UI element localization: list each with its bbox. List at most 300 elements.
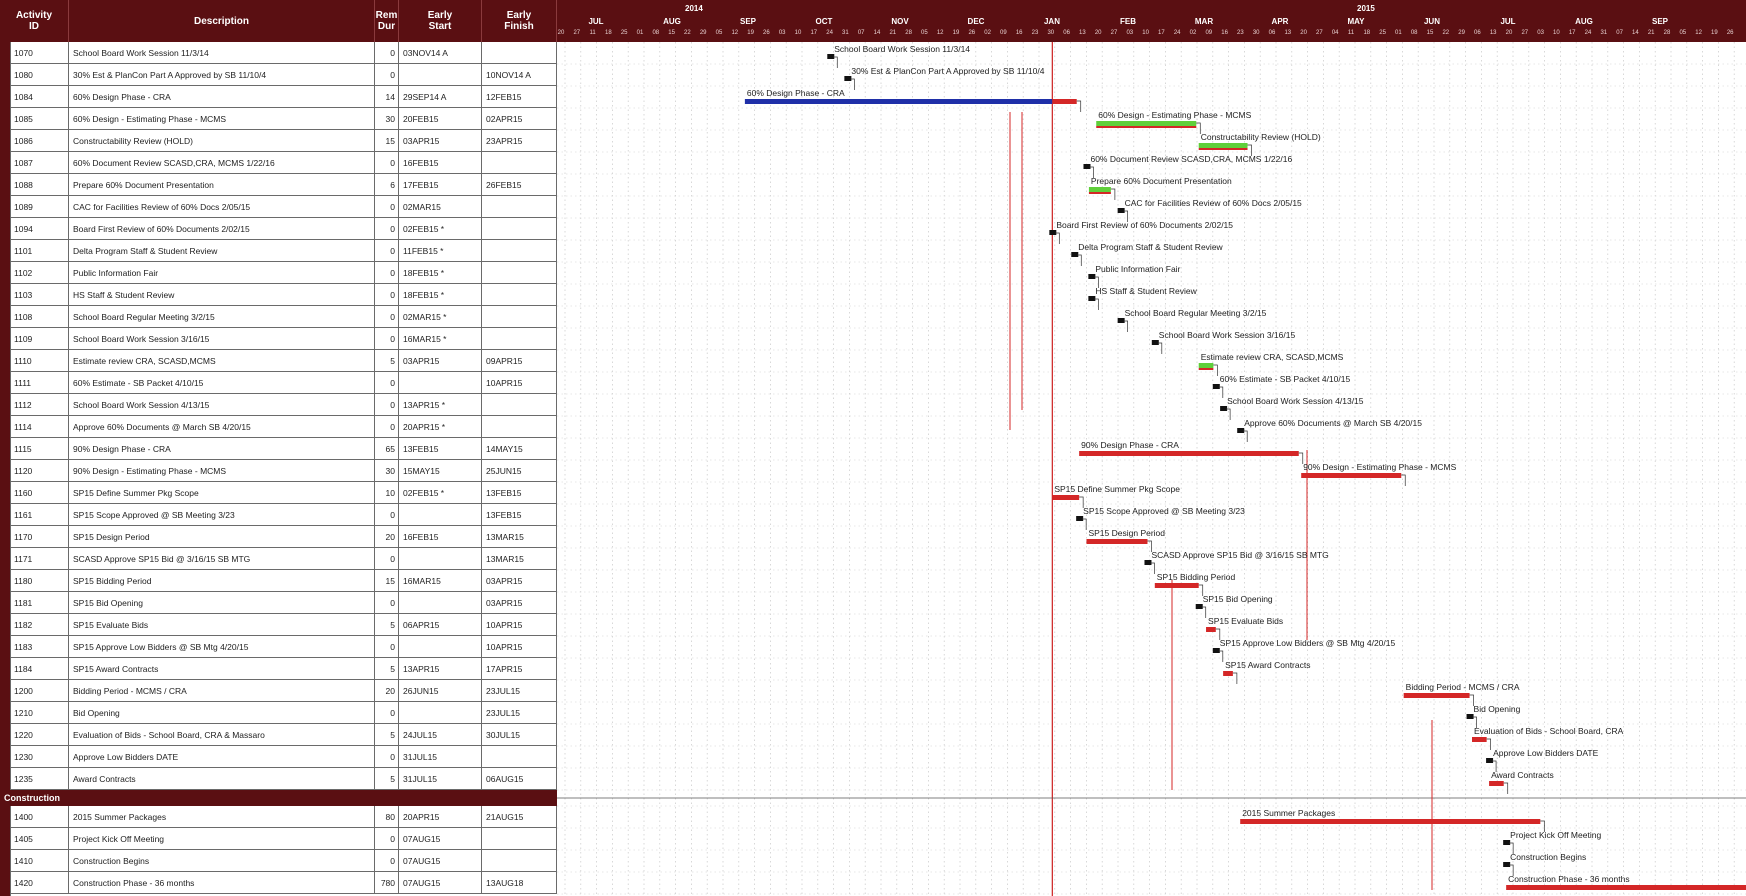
activity-bar[interactable]: [1472, 737, 1487, 742]
milestone-marker[interactable]: [1503, 840, 1510, 845]
milestone-marker[interactable]: [1213, 648, 1220, 653]
description-cell: SP15 Scope Approved @ SB Meeting 3/23: [69, 504, 375, 526]
description-cell: CAC for Facilities Review of 60% Docs 2/05/15: [69, 196, 375, 218]
week-label: 19: [747, 30, 754, 36]
early-start-cell: 13FEB15: [399, 438, 482, 460]
bar-label: SP15 Bidding Period: [1156, 572, 1236, 582]
dependency-line: [1299, 453, 1303, 464]
week-label: 13: [1489, 30, 1497, 36]
week-label: 25: [1379, 30, 1386, 36]
activity-id-cell: 1183: [10, 636, 69, 658]
actual-bar[interactable]: [745, 99, 1052, 104]
early-start-cell: 20APR15: [399, 806, 482, 828]
description-cell: SP15 Design Period: [69, 526, 375, 548]
early-finish-cell: [482, 850, 557, 872]
bar-label: School Board Work Session 3/16/15: [1158, 330, 1296, 340]
week-label: 05: [715, 30, 723, 36]
rem-dur-cell: 0: [375, 746, 399, 768]
baseline-bar: [1089, 192, 1111, 194]
rem-dur-cell: 20: [375, 680, 399, 702]
milestone-marker[interactable]: [1196, 604, 1203, 609]
milestone-marker[interactable]: [1083, 164, 1090, 169]
rem-dur-cell: 0: [375, 328, 399, 350]
description-cell: Bid Opening: [69, 702, 375, 724]
activity-id-cell: 1108: [10, 306, 69, 328]
early-finish-cell: [482, 306, 557, 328]
week-label: 08: [652, 30, 660, 36]
milestone-marker[interactable]: [1118, 318, 1125, 323]
week-label: 31: [842, 30, 849, 36]
description-cell: SP15 Define Summer Pkg Scope: [69, 482, 375, 504]
week-label: 20: [557, 30, 565, 36]
bar-label: Constructability Review (HOLD): [1200, 132, 1321, 142]
month-label: JUL: [588, 17, 604, 26]
bar-label: School Board Work Session 4/13/15: [1227, 396, 1364, 406]
bar-label: SP15 Scope Approved @ SB Meeting 3/23: [1083, 506, 1245, 516]
early-finish-cell: [482, 42, 557, 64]
dependency-line: [1401, 475, 1405, 486]
week-label: 20: [1094, 30, 1102, 36]
dependency-line: [1504, 783, 1508, 794]
description-cell: 60% Estimate - SB Packet 4/10/15: [69, 372, 375, 394]
early-finish-cell: 30JUL15: [482, 724, 557, 746]
activity-id-cell: 1089: [10, 196, 69, 218]
week-label: 14: [1632, 30, 1639, 36]
rem-dur-cell: 30: [375, 460, 399, 482]
month-label: JAN: [1043, 17, 1060, 26]
description-cell: Constructability Review (HOLD): [69, 130, 375, 152]
rem-dur-cell: 15: [375, 570, 399, 592]
timeline-header: [557, 0, 1746, 42]
activity-id-cell: 1111: [10, 372, 69, 394]
week-label: 02: [984, 30, 991, 36]
week-label: 17: [1568, 30, 1576, 36]
description-cell: Public Information Fair: [69, 262, 375, 284]
milestone-marker[interactable]: [1088, 274, 1095, 279]
activity-bar[interactable]: [1096, 121, 1196, 126]
description-cell: Construction Phase - 36 months: [69, 872, 375, 894]
bar-label: SP15 Approve Low Bidders @ SB Mtg 4/20/15: [1219, 638, 1396, 648]
activity-bar[interactable]: [1206, 627, 1216, 632]
week-label: 24: [826, 30, 833, 36]
bar-label: Delta Program Staff & Student Review: [1078, 242, 1223, 252]
early-start-cell: 03APR15: [399, 130, 482, 152]
early-finish-cell: 17APR15: [482, 658, 557, 680]
early-start-cell: 18FEB15 *: [399, 284, 482, 306]
month-label: AUG: [1575, 17, 1593, 26]
month-label: NOV: [891, 17, 909, 26]
milestone-marker[interactable]: [1237, 428, 1244, 433]
milestone-marker[interactable]: [1118, 208, 1125, 213]
early-start-cell: [399, 592, 482, 614]
activity-id-cell: 1085: [10, 108, 69, 130]
early-start-cell: [399, 504, 482, 526]
milestone-marker[interactable]: [1076, 516, 1083, 521]
milestone-marker[interactable]: [1467, 714, 1474, 719]
activity-id-cell: 1115: [10, 438, 69, 460]
week-label: 15: [1426, 30, 1434, 36]
early-finish-cell: 03APR15: [482, 592, 557, 614]
dependency-line: [1233, 673, 1237, 684]
week-label: 10: [794, 30, 802, 36]
activity-id-cell: 1235: [10, 768, 69, 790]
week-label: 19: [1711, 30, 1718, 36]
activity-id-cell: 1114: [10, 416, 69, 438]
early-start-cell: 07AUG15: [399, 850, 482, 872]
rem-dur-cell: 780: [375, 872, 399, 894]
column-header-rem-dur[interactable]: Rem Dur: [375, 0, 399, 42]
activity-bar[interactable]: [1155, 583, 1199, 588]
rem-dur-cell: 0: [375, 394, 399, 416]
week-label: 09: [1205, 30, 1213, 36]
year-label: 2014: [685, 4, 703, 13]
early-start-cell: 16FEB15: [399, 152, 482, 174]
dependency-line: [1213, 365, 1217, 376]
activity-id-cell: 1120: [10, 460, 69, 482]
rem-dur-cell: 0: [375, 240, 399, 262]
description-cell: Approve 60% Documents @ March SB 4/20/15: [69, 416, 375, 438]
week-label: 31: [1600, 30, 1608, 36]
week-label: 24: [1584, 30, 1592, 36]
activity-id-cell: 1184: [10, 658, 69, 680]
early-finish-cell: [482, 394, 557, 416]
early-finish-cell: 10APR15: [482, 614, 557, 636]
activity-id-cell: 1161: [10, 504, 69, 526]
description-cell: Evaluation of Bids - School Board, CRA & Massaro: [69, 724, 375, 746]
week-label: 27: [1110, 30, 1118, 36]
rem-dur-cell: 0: [375, 152, 399, 174]
description-cell: Prepare 60% Document Presentation: [69, 174, 375, 196]
bar-label: 2015 Summer Packages: [1242, 808, 1336, 818]
week-label: 06: [1474, 30, 1481, 36]
early-finish-cell: [482, 262, 557, 284]
description-cell: SCASD Approve SP15 Bid @ 3/16/15 SB MTG: [69, 548, 375, 570]
rem-dur-cell: 65: [375, 438, 399, 460]
description-cell: 90% Design Phase - CRA: [69, 438, 375, 460]
bar-label: Approve 60% Documents @ March SB 4/20/15: [1244, 418, 1422, 428]
activity-bar[interactable]: [1086, 539, 1147, 544]
early-start-cell: 11FEB15 *: [399, 240, 482, 262]
description-cell: Approve Low Bidders DATE: [69, 746, 375, 768]
early-finish-cell: [482, 328, 557, 350]
week-label: 01: [1395, 30, 1402, 36]
week-label: 11: [589, 30, 596, 36]
bar-label: Project Kick Off Meeting: [1510, 830, 1602, 840]
early-start-cell: 31JUL15: [399, 768, 482, 790]
milestone-marker[interactable]: [1144, 560, 1151, 565]
description-cell: Board First Review of 60% Documents 2/02/15: [69, 218, 375, 240]
early-start-cell: 16MAR15: [399, 570, 482, 592]
activity-id-cell: 1160: [10, 482, 69, 504]
week-label: 10: [1142, 30, 1149, 36]
early-finish-cell: 23APR15: [482, 130, 557, 152]
month-label: SEP: [739, 17, 756, 26]
dependency-line: [1487, 739, 1491, 750]
milestone-marker[interactable]: [1152, 340, 1159, 345]
activity-id-cell: 1220: [10, 724, 69, 746]
bar-label: 60% Document Review SCASD,CRA, MCMS 1/22/16: [1090, 154, 1293, 164]
bar-label: Public Information Fair: [1095, 264, 1181, 274]
activity-id-cell: 1109: [10, 328, 69, 350]
activity-bar[interactable]: [1240, 819, 1540, 824]
month-label: MAR: [1194, 17, 1214, 26]
activity-id-cell: 1088: [10, 174, 69, 196]
early-finish-cell: [482, 196, 557, 218]
early-start-cell: 16FEB15: [399, 526, 482, 548]
milestone-marker[interactable]: [1486, 758, 1493, 763]
rem-dur-cell: 0: [375, 504, 399, 526]
dependency-line: [1111, 189, 1115, 200]
activity-id-cell: 1171: [10, 548, 69, 570]
early-finish-cell: [482, 746, 557, 768]
month-label: SEP: [1651, 17, 1668, 26]
activity-bar[interactable]: [1223, 671, 1233, 676]
early-finish-cell: [482, 828, 557, 850]
week-label: 30: [1252, 30, 1260, 36]
week-label: 13: [1079, 30, 1086, 36]
rem-dur-cell: 0: [375, 828, 399, 850]
rem-dur-cell: 0: [375, 42, 399, 64]
week-label: 03: [778, 30, 786, 36]
early-finish-cell: 12FEB15: [482, 86, 557, 108]
early-start-cell: 07AUG15: [399, 828, 482, 850]
year-label: 2015: [1357, 4, 1375, 13]
baseline-bar: [1199, 148, 1248, 150]
week-label: 06: [1063, 30, 1070, 36]
early-finish-cell: 13AUG18: [482, 872, 557, 894]
description-cell: 2015 Summer Packages: [69, 806, 375, 828]
description-cell: SP15 Evaluate Bids: [69, 614, 375, 636]
column-header-early-start[interactable]: Early Start: [399, 0, 482, 42]
early-finish-cell: 14MAY15: [482, 438, 557, 460]
activity-bar[interactable]: [1089, 187, 1111, 192]
early-finish-cell: [482, 284, 557, 306]
rem-dur-cell: 20: [375, 526, 399, 548]
remaining-bar[interactable]: [1052, 99, 1076, 104]
dependency-line: [1077, 101, 1081, 112]
early-finish-cell: 23JUL15: [482, 680, 557, 702]
description-cell: Project Kick Off Meeting: [69, 828, 375, 850]
description-cell: 30% Est & PlanCon Part A Approved by SB 11/10/4: [69, 64, 375, 86]
activity-bar[interactable]: [1079, 451, 1299, 456]
week-label: 29: [1458, 30, 1465, 36]
activity-id-cell: 1410: [10, 850, 69, 872]
rem-dur-cell: 0: [375, 548, 399, 570]
activity-id-cell: 1180: [10, 570, 69, 592]
bar-label: Board First Review of 60% Documents 2/02/15: [1056, 220, 1234, 230]
column-header-activity-id[interactable]: Activity ID: [0, 0, 69, 42]
week-label: 17: [1158, 30, 1165, 36]
bar-label: SP15 Award Contracts: [1225, 660, 1311, 670]
early-start-cell: 06APR15: [399, 614, 482, 636]
milestone-marker[interactable]: [1049, 230, 1056, 235]
early-finish-cell: 25JUN15: [482, 460, 557, 482]
early-start-cell: 29SEP14 A: [399, 86, 482, 108]
bar-label: 60% Design Phase - CRA: [746, 88, 845, 98]
early-finish-cell: 13MAR15: [482, 548, 557, 570]
activity-id-cell: 1101: [10, 240, 69, 262]
early-start-cell: 03APR15: [399, 350, 482, 372]
week-label: 27: [573, 30, 581, 36]
bar-label: School Board Regular Meeting 3/2/15: [1124, 308, 1267, 318]
month-label: OCT: [815, 17, 833, 26]
activity-id-cell: 1170: [10, 526, 69, 548]
gantt-svg: [557, 42, 1746, 896]
activity-bar[interactable]: [1506, 885, 1746, 890]
milestone-marker[interactable]: [1220, 406, 1227, 411]
early-start-cell: [399, 702, 482, 724]
week-label: 19: [952, 30, 960, 36]
activity-bar[interactable]: [1199, 143, 1248, 148]
bar-label: 90% Design Phase - CRA: [1081, 440, 1179, 450]
week-label: 27: [1521, 30, 1529, 36]
early-finish-cell: 10APR15: [482, 372, 557, 394]
week-label: 10: [1553, 30, 1560, 36]
milestone-marker[interactable]: [1213, 384, 1220, 389]
early-start-cell: [399, 64, 482, 86]
early-finish-cell: [482, 416, 557, 438]
rem-dur-cell: 0: [375, 262, 399, 284]
week-label: 30: [1047, 30, 1055, 36]
description-cell: School Board Regular Meeting 3/2/15: [69, 306, 375, 328]
rem-dur-cell: 0: [375, 284, 399, 306]
rem-dur-cell: 0: [375, 64, 399, 86]
activity-bar[interactable]: [1199, 363, 1214, 368]
milestone-marker[interactable]: [1071, 252, 1078, 257]
week-label: 07: [1616, 30, 1623, 36]
early-start-cell: [399, 548, 482, 570]
description-cell: Construction Begins: [69, 850, 375, 872]
rem-dur-cell: 30: [375, 108, 399, 130]
early-finish-cell: 21AUG15: [482, 806, 557, 828]
section-header-construction[interactable]: Construction: [0, 790, 557, 806]
early-finish-cell: 23JUL15: [482, 702, 557, 724]
rem-dur-cell: 14: [375, 86, 399, 108]
activity-id-cell: 1102: [10, 262, 69, 284]
activity-bar[interactable]: [1052, 495, 1079, 500]
early-finish-cell: [482, 218, 557, 240]
early-finish-cell: 13FEB15: [482, 482, 557, 504]
activity-id-cell: 1110: [10, 350, 69, 372]
early-finish-cell: 26FEB15: [482, 174, 557, 196]
week-label: 12: [731, 30, 739, 36]
week-label: 16: [1015, 30, 1023, 36]
week-label: 17: [810, 30, 818, 36]
bar-label: School Board Work Session 11/3/14: [834, 44, 971, 54]
early-start-cell: 02MAR15 *: [399, 306, 482, 328]
column-header-description[interactable]: Description: [69, 0, 375, 42]
early-finish-cell: 13MAR15: [482, 526, 557, 548]
rem-dur-cell: 0: [375, 850, 399, 872]
activity-id-cell: 1086: [10, 130, 69, 152]
early-start-cell: 13APR15 *: [399, 394, 482, 416]
bar-label: HS Staff & Student Review: [1095, 286, 1197, 296]
bar-label: SP15 Design Period: [1088, 528, 1166, 538]
bar-label: Estimate review CRA, SCASD,MCMS: [1200, 352, 1344, 362]
week-label: 26: [968, 30, 976, 36]
description-cell: 60% Document Review SCASD,CRA, MCMS 1/22/16: [69, 152, 375, 174]
rem-dur-cell: 0: [375, 636, 399, 658]
week-label: 18: [1363, 30, 1371, 36]
bar-label: 60% Estimate - SB Packet 4/10/15: [1219, 374, 1351, 384]
early-start-cell: [399, 636, 482, 658]
description-cell: SP15 Bidding Period: [69, 570, 375, 592]
week-label: 23: [1031, 30, 1039, 36]
activity-bar[interactable]: [1301, 473, 1401, 478]
rem-dur-cell: 5: [375, 768, 399, 790]
activity-id-cell: 1084: [10, 86, 69, 108]
bar-label: SP15 Bid Opening: [1202, 594, 1273, 604]
milestone-marker[interactable]: [1088, 296, 1095, 301]
week-label: 18: [605, 30, 612, 36]
month-label: FEB: [1120, 17, 1136, 26]
description-cell: Bidding Period - MCMS / CRA: [69, 680, 375, 702]
week-label: 22: [1442, 30, 1450, 36]
week-label: 06: [1268, 30, 1276, 36]
description-cell: SP15 Bid Opening: [69, 592, 375, 614]
week-label: 05: [921, 30, 928, 36]
table-header: [0, 0, 557, 42]
activity-id-cell: 1400: [10, 806, 69, 828]
column-header-early-finish[interactable]: Early Finish: [482, 0, 557, 42]
milestone-marker[interactable]: [844, 76, 851, 81]
rem-dur-cell: 6: [375, 174, 399, 196]
rem-dur-cell: 0: [375, 592, 399, 614]
week-label: 21: [1647, 30, 1655, 36]
activity-id-cell: 1112: [10, 394, 69, 416]
activity-bar[interactable]: [1404, 693, 1470, 698]
milestone-marker[interactable]: [827, 54, 834, 59]
rem-dur-cell: 80: [375, 806, 399, 828]
early-finish-cell: 10NOV14 A: [482, 64, 557, 86]
week-label: 11: [1347, 30, 1355, 36]
description-cell: 90% Design - Estimating Phase - MCMS: [69, 460, 375, 482]
bar-label: SP15 Define Summer Pkg Scope: [1054, 484, 1180, 494]
bar-label: Prepare 60% Document Presentation: [1090, 176, 1232, 186]
early-start-cell: 03NOV14 A: [399, 42, 482, 64]
description-cell: Estimate review CRA, SCASD,MCMS: [69, 350, 375, 372]
description-cell: SP15 Approve Low Bidders @ SB Mtg 4/20/15: [69, 636, 375, 658]
activity-bar[interactable]: [1489, 781, 1504, 786]
early-start-cell: 20APR15 *: [399, 416, 482, 438]
month-label: AUG: [663, 17, 681, 26]
bar-label: Construction Phase - 36 months: [1508, 874, 1630, 884]
description-cell: Delta Program Staff & Student Review: [69, 240, 375, 262]
bar-label: Approve Low Bidders DATE: [1493, 748, 1599, 758]
bar-label: 90% Design - Estimating Phase - MCMS: [1303, 462, 1457, 472]
activity-id-cell: 1181: [10, 592, 69, 614]
week-label: 20: [1300, 30, 1307, 36]
week-label: 16: [1221, 30, 1228, 36]
week-label: 15: [668, 30, 675, 36]
week-label: 09: [1000, 30, 1007, 36]
week-label: 20: [1505, 30, 1513, 36]
milestone-marker[interactable]: [1503, 862, 1510, 867]
activity-id-cell: 1087: [10, 152, 69, 174]
activity-id-cell: 1210: [10, 702, 69, 724]
early-finish-cell: 06AUG15: [482, 768, 557, 790]
rem-dur-cell: 5: [375, 350, 399, 372]
baseline-bar: [1096, 126, 1196, 128]
rem-dur-cell: 0: [375, 702, 399, 724]
week-label: 03: [1126, 30, 1134, 36]
description-cell: School Board Work Session 3/16/15: [69, 328, 375, 350]
early-start-cell: 20FEB15: [399, 108, 482, 130]
description-cell: School Board Work Session 11/3/14: [69, 42, 375, 64]
bar-label: SCASD Approve SP15 Bid @ 3/16/15 SB MTG: [1151, 550, 1329, 560]
week-label: 03: [1537, 30, 1544, 36]
early-start-cell: 02MAR15: [399, 196, 482, 218]
